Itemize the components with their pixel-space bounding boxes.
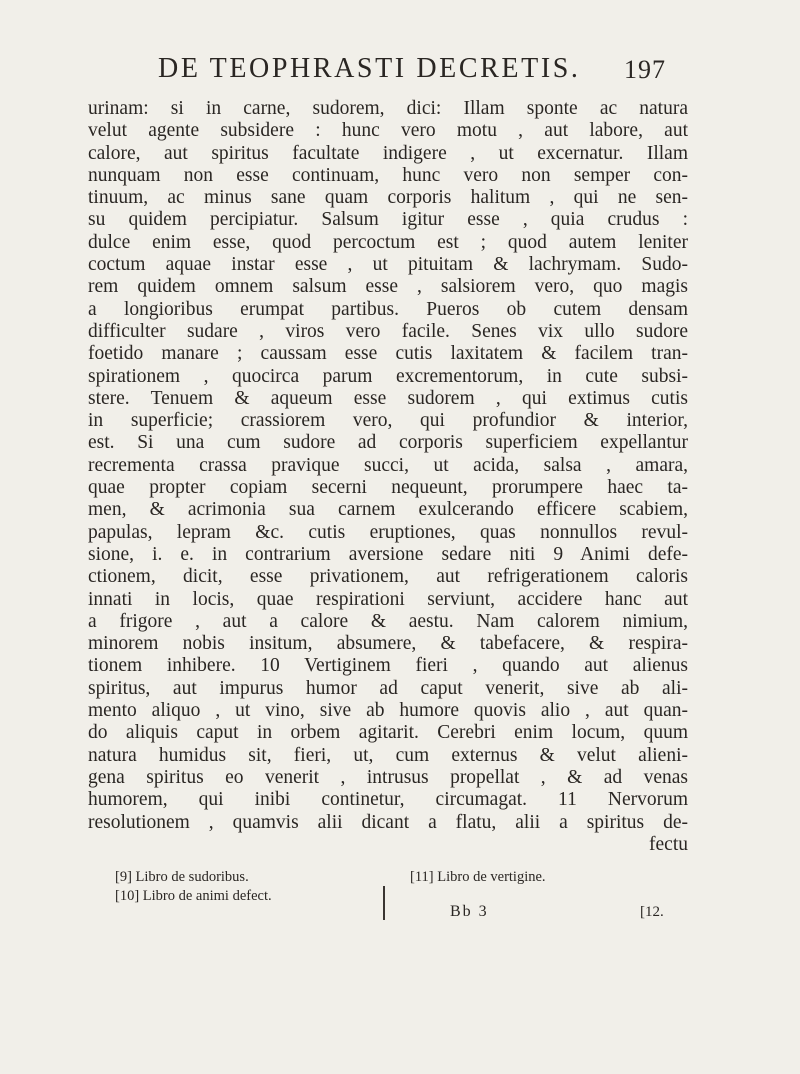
text-line: papulas, lepram &c. cutis eruptiones, quas nonnullos revul- bbox=[88, 521, 688, 543]
catchword: fectu bbox=[649, 833, 688, 855]
text-line: difficulter sudare , viros vero facile. Senes vix ullo sudore bbox=[88, 320, 688, 342]
next-note-marker: [12. bbox=[640, 904, 664, 920]
text-line: stere. Tenuem & aqueum esse sudorem , qui extimus cutis bbox=[88, 387, 688, 409]
text-line: a frigore , aut a calore & aestu. Nam calorem nimium, bbox=[88, 610, 688, 632]
text-line: su quidem percipiatur. Salsum igitur esse , quia crudus : bbox=[88, 209, 688, 231]
text-line: gena spiritus eo venerit , intrusus propellat , & ad venas bbox=[88, 766, 688, 788]
text-line: calore, aut spiritus facultate indigere , ut excernatur. Illam bbox=[88, 142, 688, 164]
text-line: innati in locis, quae respirationi serviunt, accidere hanc aut bbox=[88, 588, 688, 610]
text-line: recrementa crassa pravique succi, ut acida, salsa , amara, bbox=[88, 454, 688, 476]
footnote-10: [10] Libro de animi defect. bbox=[115, 888, 272, 904]
page-title: DE TEOPHRASTI DECRETIS. bbox=[158, 53, 581, 84]
footnote-9: [9] Libro de sudoribus. bbox=[115, 869, 249, 885]
text-line: velut agente subsidere : hunc vero motu , aut labore, aut bbox=[88, 120, 688, 142]
text-line: minorem nobis insitum, absumere, & tabefacere, & respira- bbox=[88, 633, 688, 655]
text-line: foetido manare ; caussam esse cutis laxitatem & facilem tran- bbox=[88, 343, 688, 365]
text-line: rem quidem omnem salsum esse , salsiorem vero, quo magis bbox=[88, 276, 688, 298]
footnote-divider bbox=[383, 886, 385, 920]
running-head bbox=[0, 53, 800, 87]
signature-mark: Bb 3 bbox=[450, 903, 489, 920]
text-line: do aliquis caput in orbem agitarit. Cerebri enim locum, quum bbox=[88, 722, 688, 744]
footnotes-left-column bbox=[115, 868, 272, 906]
text-line: est. Si una cum sudore ad corporis superficiem expellantur bbox=[88, 432, 688, 454]
text-line: spirationem , quocirca parum excrementorum, in cute subsi- bbox=[88, 365, 688, 387]
body-text bbox=[88, 98, 688, 856]
text-line: sione, i. e. in contrarium aversione sedare niti 9 Animi defe- bbox=[88, 543, 688, 565]
text-line: quae propter copiam secerni nequeunt, prorumpere haec ta- bbox=[88, 477, 688, 499]
text-line: resolutionem , quamvis alii dicant a flatu, alii a spiritus de- bbox=[88, 811, 688, 833]
text-line: urinam: si in carne, sudorem, dici: Illam sponte ac natura bbox=[88, 98, 688, 119]
page-number: 197 bbox=[624, 55, 666, 84]
text-line: dulce enim esse, quod percoctum est ; quod autem leniter bbox=[88, 231, 688, 253]
footnotes bbox=[115, 868, 685, 928]
text-line: coctum aquae instar esse , ut pituitam & lachrymam. Sudo- bbox=[88, 254, 688, 276]
text-line: tinuum, ac minus sane quam corporis halitum , qui ne sen- bbox=[88, 187, 688, 209]
text-line: ctionem, dicit, esse privationem, aut refrigerationem caloris bbox=[88, 566, 688, 588]
text-line: natura humidus sit, fieri, ut, cum externus & velut alieni- bbox=[88, 744, 688, 766]
text-line: men, & acrimonia sua carnem exulcerando efficere scabiem, bbox=[88, 499, 688, 521]
text-line: spiritus, aut impurus humor ad caput venerit, sive ab ali- bbox=[88, 677, 688, 699]
text-line: mento aliquo , ut vino, sive ab humore quovis alio , aut quan- bbox=[88, 700, 688, 722]
text-line: humorem, qui inibi continetur, circumagat. 11 Nervorum bbox=[88, 789, 688, 811]
text-line: in superficie; crassiorem vero, qui profundior & interior, bbox=[88, 410, 688, 432]
text-line: nunquam non esse continuam, hunc vero non semper con- bbox=[88, 164, 688, 186]
footnote-11: [11] Libro de vertigine. bbox=[410, 869, 546, 885]
text-line: a longioribus erumpat partibus. Pueros ob cutem densam bbox=[88, 298, 688, 320]
text-line: tionem inhibere. 10 Vertiginem fieri , quando aut alienus bbox=[88, 655, 688, 677]
